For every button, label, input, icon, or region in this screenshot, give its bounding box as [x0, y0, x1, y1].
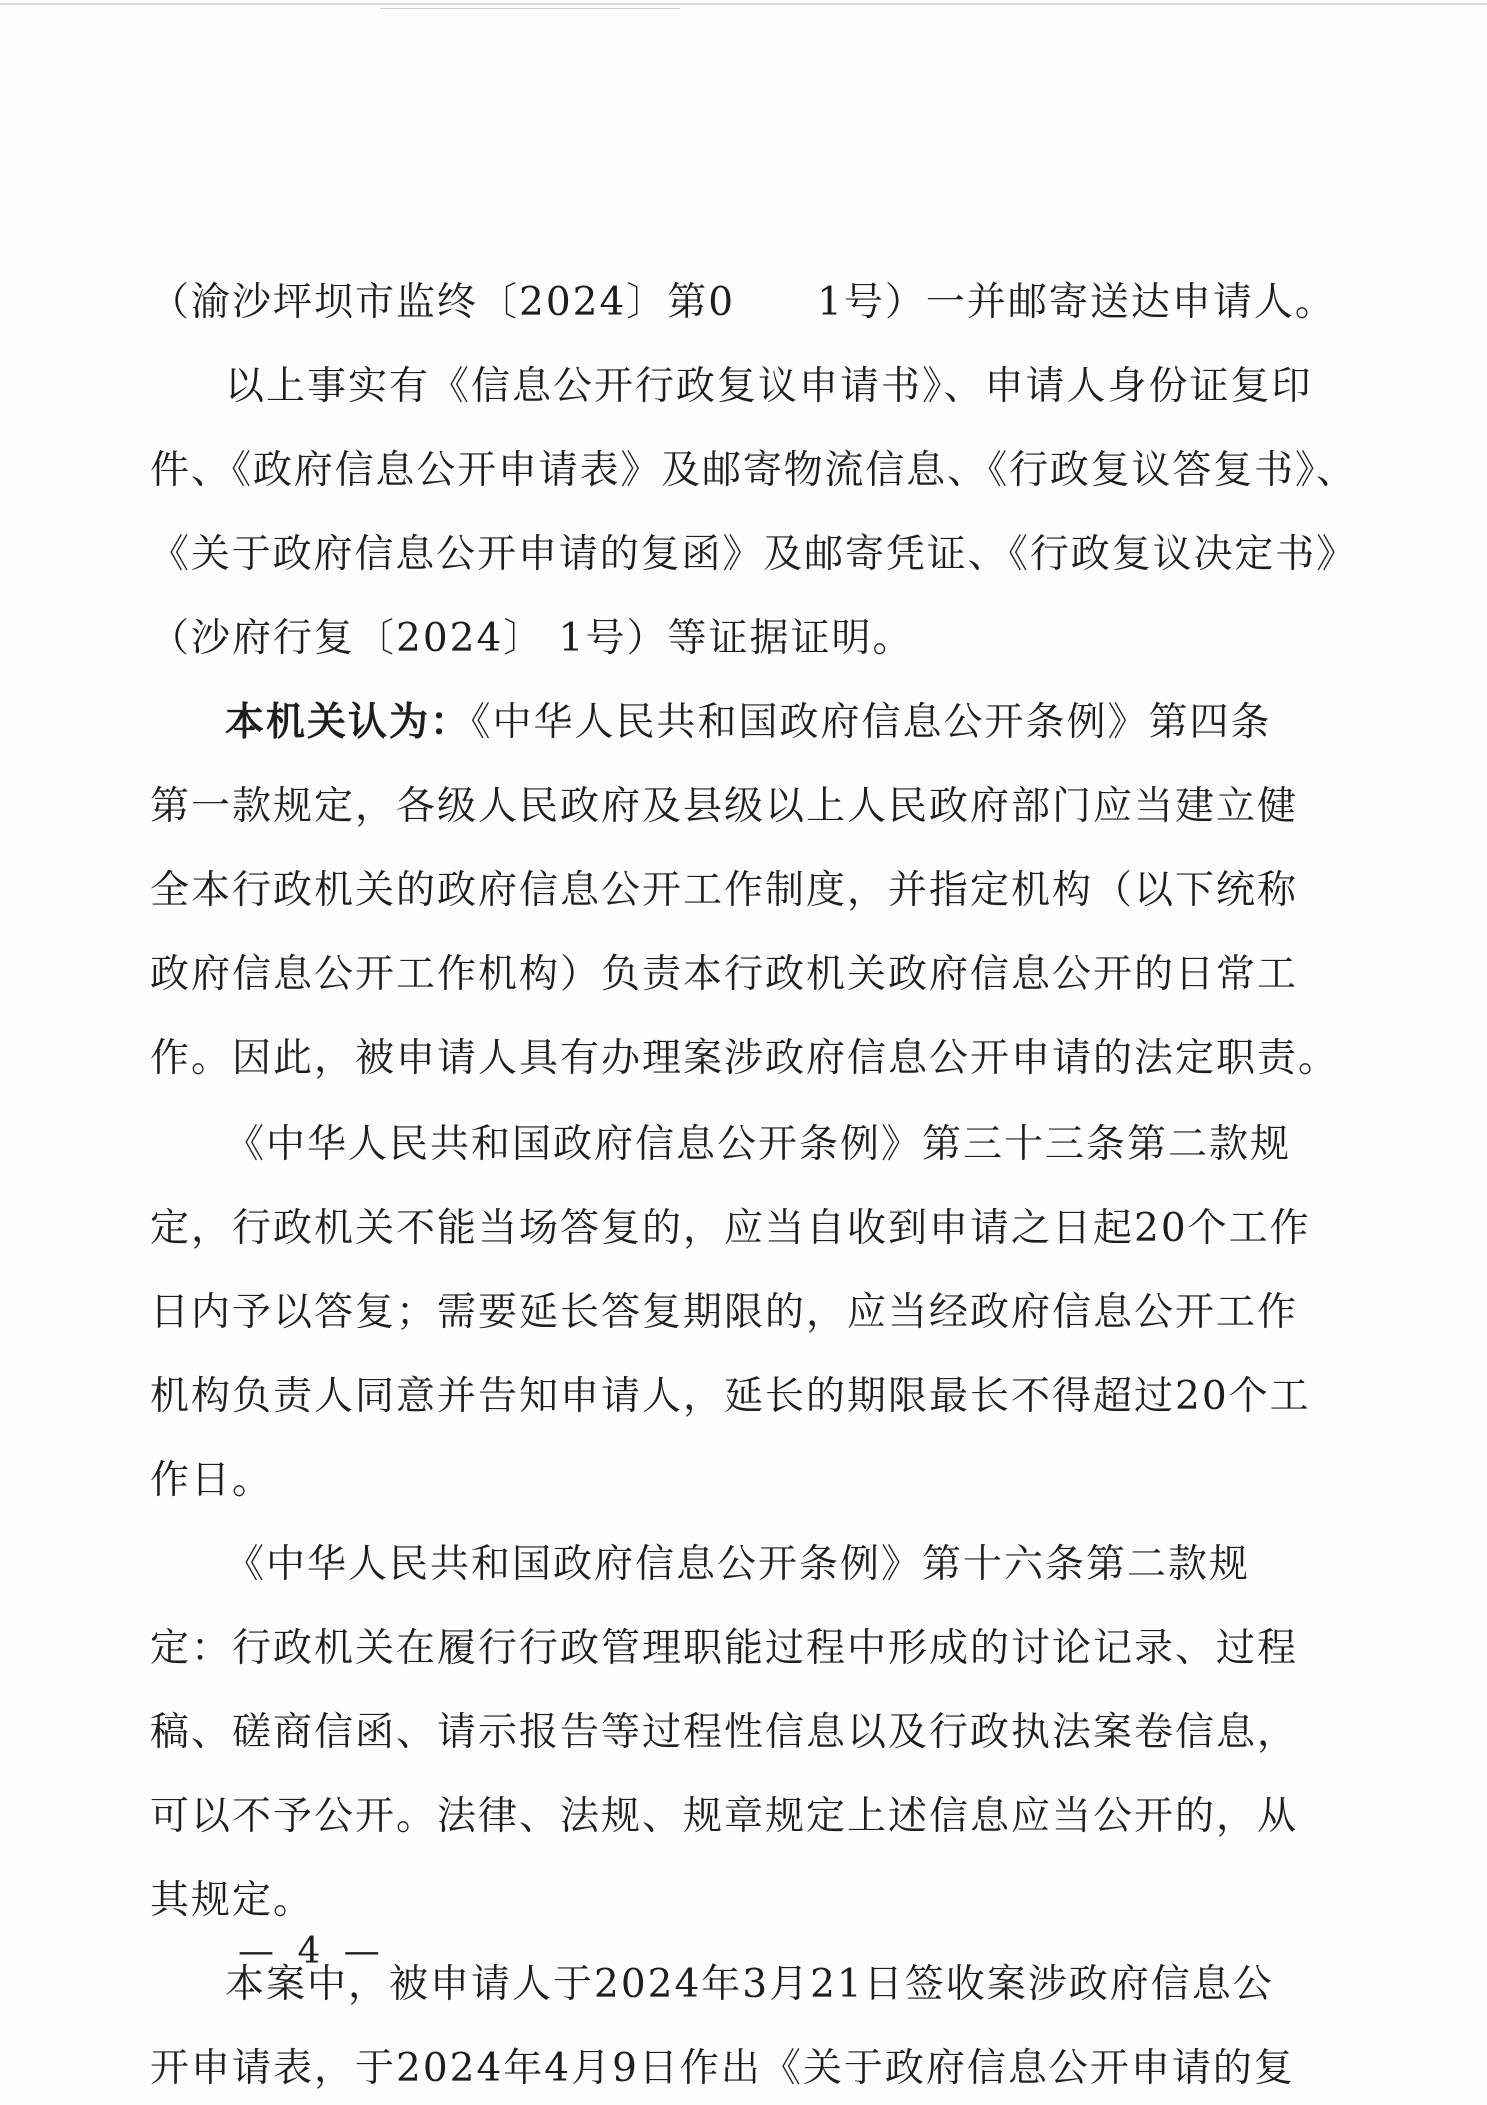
text-line: 本案中，被申请人于2024年3月21日签收案涉政府信息公 — [225, 1962, 1274, 2007]
text-line: 日内予以答复；需要延长答复期限的，应当经政府信息公开工作 — [150, 1290, 1299, 1335]
text-line: 开申请表，于2024年4月9日作出《关于政府信息公开申请的复 — [150, 2046, 1295, 2091]
text-line: 《关于政府信息公开申请的复函》及邮寄凭证、《行政复议决定书》 — [150, 532, 1357, 577]
text-line: 其规定。 — [150, 1878, 315, 1923]
text-line: 政府信息公开工作机构）负责本行政机关政府信息公开的日常工 — [150, 952, 1299, 997]
text-line: 稿、磋商信函、请示报告等过程性信息以及行政执法案卷信息， — [150, 1710, 1299, 1755]
opinion-paragraph-start — [225, 698, 1272, 748]
text-line: 件、《政府信息公开申请表》及邮寄物流信息、《行政复议答复书》、 — [150, 448, 1357, 493]
text-line: 《中华人民共和国政府信息公开条例》第三十三条第二款规 — [225, 1122, 1292, 1167]
text-line: 定，行政机关不能当场答复的，应当自收到申请之日起20个工作 — [150, 1206, 1311, 1251]
scan-edge-line — [0, 3, 1487, 5]
text-line: 作。因此，被申请人具有办理案涉政府信息公开申请的法定职责。 — [150, 1036, 1340, 1081]
text-line: 定：行政机关在履行行政管理职能过程中形成的讨论记录、过程 — [150, 1626, 1299, 1671]
opinion-rest: 《中华人民共和国政府信息公开条例》第四条 — [471, 700, 1272, 745]
text-line: 以上事实有《信息公开行政复议申请书》、申请人身份证复印 — [225, 364, 1313, 409]
text-line: （渝沙坪坝市监终〔2024〕第0 1号）一并邮寄送达申请人。 — [150, 280, 1336, 325]
text-line: 机构负责人同意并告知申请人，延长的期限最长不得超过20个工 — [150, 1374, 1311, 1419]
text-line: 可以不予公开。法律、法规、规章规定上述信息应当公开的，从 — [150, 1794, 1299, 1839]
page-number: — 4 — — [238, 1931, 386, 1972]
scan-edge-line — [380, 8, 680, 9]
text-line: （沙府行复〔2024〕 1号）等证据证明。 — [150, 616, 914, 661]
opinion-lead: 本机关认为： — [225, 700, 472, 745]
text-line: 第一款规定，各级人民政府及县级以上人民政府部门应当建立健 — [150, 784, 1299, 829]
text-line: 全本行政机关的政府信息公开工作制度，并指定机构（以下统称 — [150, 868, 1299, 913]
text-line: 《中华人民共和国政府信息公开条例》第十六条第二款规 — [225, 1542, 1251, 1587]
text-line: 作日。 — [150, 1458, 274, 1503]
